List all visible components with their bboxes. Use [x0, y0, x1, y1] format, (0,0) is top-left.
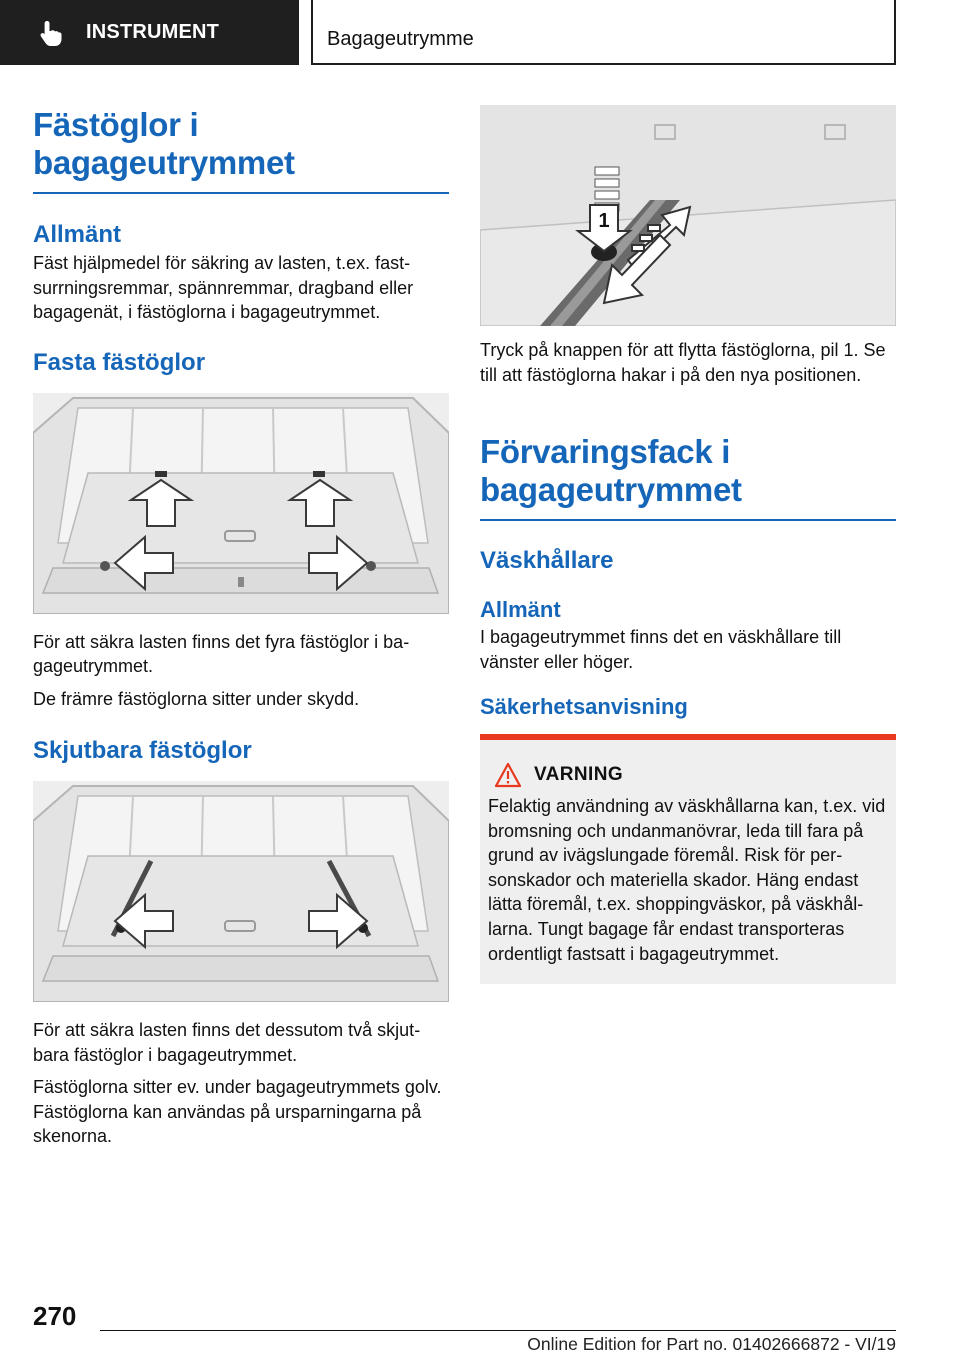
chapter-tab[interactable] — [0, 0, 299, 65]
page-number: 270 — [33, 1301, 77, 1331]
warning-triangle-icon — [494, 762, 522, 788]
heading-sakerhetsanvisning: Säkerhetsanvisning — [480, 694, 688, 719]
heading-vaskhallare: Väskhållare — [480, 547, 614, 574]
image-rail-button — [480, 105, 896, 326]
warning-box — [480, 734, 896, 984]
breadcrumb-label: Bagageutrymme — [327, 28, 474, 50]
heading-allmant: Allmänt — [33, 221, 122, 248]
section-title-fastoglor: Fästöglor i bagageutrymmet — [33, 100, 449, 194]
text-rail-caption: Tryck på knappen för att flytta fästöglorna, pil 1. Se till att fästöglorna hakar i på den nya positionen. — [480, 340, 886, 385]
svg-text:1: 1 — [598, 210, 610, 232]
chapter-tab-label: INSTRUMENT — [86, 21, 220, 43]
text-allmant: Fäst hjälpmedel för säkring av lasten, t.ex. fastsurrningsremmar, spännremmar, dragband eller bagagenät, i fästöglorna i bagageutrymmet. — [33, 253, 414, 322]
image-sliding-lashing-eyes — [33, 781, 449, 1002]
heading-fasta-fastoglor: Fasta fästöglor — [33, 348, 206, 376]
text-fasta-1: För att säkra lasten finns det fyra fästöglor i bagageutrymmet. — [33, 631, 410, 676]
text-vaskhallare-allmant: I bagageutrymmet finns det en väskhållare till vänster eller höger. — [480, 627, 842, 672]
section-title-forvaringsfack: Förvaringsfack i bagageutrymmet — [480, 427, 896, 521]
warning-label: VARNING — [534, 764, 624, 785]
warning-text: Felaktig användning av väskhållarna kan, t.ex. vid bromsning och undanmanövrar, leda till fara på grund av ivägslungade föremål. Risk för personskador och materiella skador. Häng endast lätta föremål, t.ex. shoppingväskor, på väskhållarna. Tungt bagage får endast transporteras ordentligt fastsatt i bagageutrymmet. — [488, 796, 886, 964]
right-column — [480, 105, 896, 984]
heading-skjutbara-fastoglor: Skjutbara fästöglor — [33, 737, 252, 764]
left-column — [33, 100, 449, 1149]
text-skjutbara-1: För att säkra lasten finns det dessutom två skjutbara fästöglor i bagageutrymmet. — [33, 1020, 421, 1065]
breadcrumb[interactable] — [311, 0, 896, 65]
heading-allmant-right: Allmänt — [480, 597, 561, 622]
edition-link[interactable]: Online Edition for Part no. 01402666872 - VI/19 — [527, 1334, 896, 1354]
text-fasta-2: De främre fästöglorna sitter under skydd. — [33, 688, 360, 709]
footer-divider — [100, 1330, 896, 1331]
image-fixed-lashing-eyes — [33, 393, 449, 614]
hand-pointer-icon — [36, 18, 66, 48]
text-skjutbara-2: Fästöglorna sitter ev. under bagageutrymmets golv. Fästöglorna kan användas på ursparningarna på skenorna. — [33, 1077, 442, 1146]
